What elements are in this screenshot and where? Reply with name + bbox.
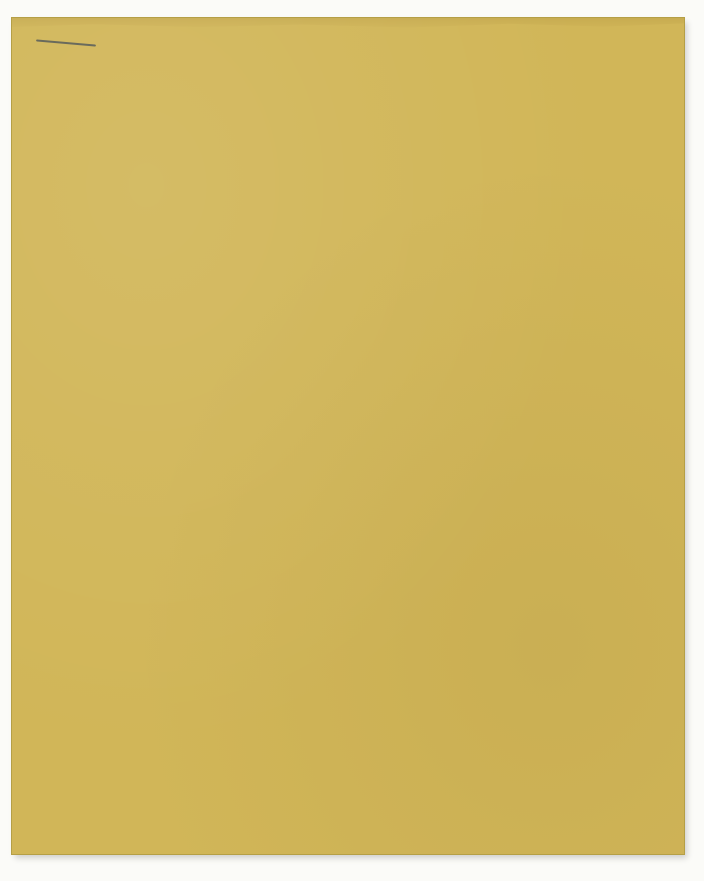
torn-edge — [12, 18, 684, 30]
paper-sheet — [12, 18, 684, 854]
ink-mark — [36, 39, 96, 46]
